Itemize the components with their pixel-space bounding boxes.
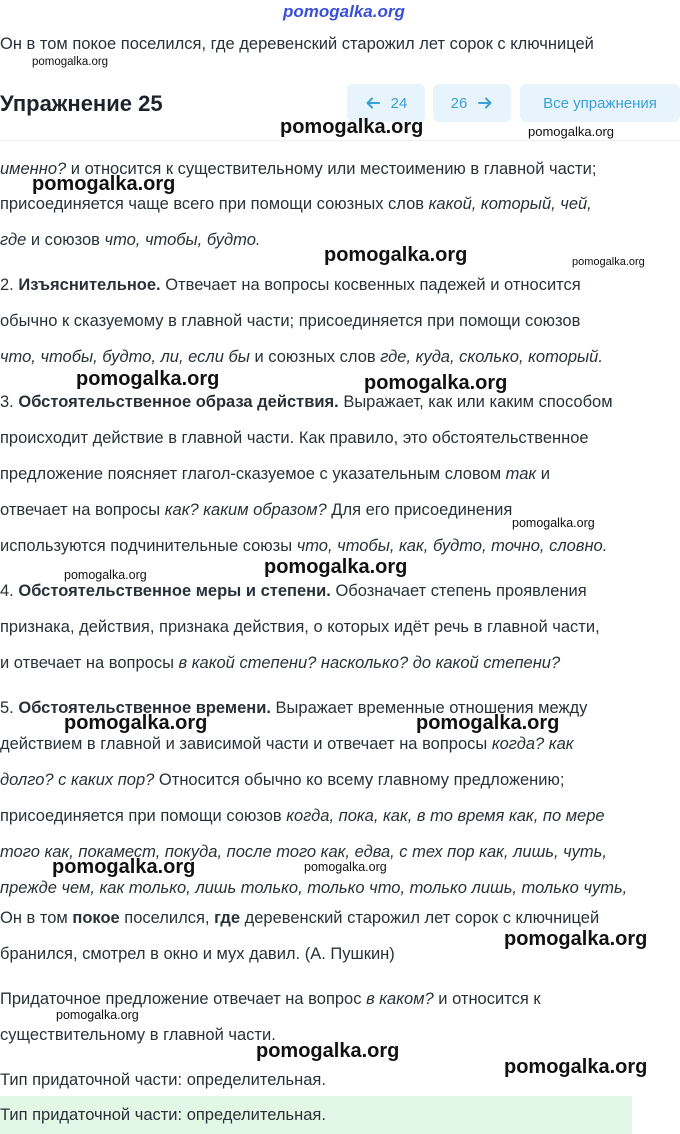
paragraph-time: 5. Обстоятельственное времени. Выражает временные отношения между	[0, 699, 588, 717]
text-line: и отвечает на вопросы в какой степени? насколько? до какой степени?	[0, 654, 561, 672]
text-line: отвечает на вопросы как? каким образом? Для его присоединения	[0, 501, 513, 519]
paragraph-explanatory: 2. Изъяснительное. Отвечает на вопросы косвенных падежей и относится	[0, 276, 581, 294]
watermark: pomogalka.org	[528, 124, 614, 139]
next-exercise-label: 26	[450, 94, 468, 112]
text-line: присоединяется при помощи союзов когда, пока, как, в то время как, по мере	[0, 807, 605, 825]
watermark: pomogalka.org	[256, 1040, 400, 1062]
paragraph-degree: 4. Обстоятельственное меры и степени. Обозначает степень проявления	[0, 582, 587, 600]
top-text-line: Он в том покое поселился, где деревенский старожил лет сорок с ключницей	[0, 35, 594, 53]
watermark: pomogalka.org	[32, 56, 109, 68]
paragraph-manner: 3. Обстоятельственное образа действия. Выражает, как или каким способом	[0, 393, 613, 411]
answer-text: Тип придаточной части: определительная.	[0, 1106, 326, 1124]
text-line: обычно к сказуемому в главной части; присоединяется при помощи союзов	[0, 312, 581, 330]
watermark: pomogalka.org	[56, 1008, 139, 1022]
text-line: признака, действия, признака действия, о которых идёт речь в главной части,	[0, 618, 600, 636]
site-logo[interactable]: pomogalka.org	[283, 2, 405, 21]
watermark: pomogalka.org	[264, 556, 408, 578]
text-line: того как, покамест, покуда, после того как, едва, с тех пор как, лишь, чуть,	[0, 843, 607, 861]
prev-exercise-label: 24	[390, 94, 408, 112]
example-sentence: Он в том покое поселился, где деревенский старожил лет сорок с ключницей	[0, 909, 600, 927]
watermark: pomogalka.org	[64, 712, 208, 734]
watermark: pomogalka.org	[304, 860, 387, 874]
text-line: существительному в главной части.	[0, 1026, 276, 1044]
text-line: что, чтобы, будто, ли, если бы и союзных слов где, куда, сколько, который.	[0, 348, 603, 366]
next-exercise-button[interactable]	[433, 84, 511, 122]
text-line: предложение поясняет глагол-сказуемое с указательным словом так и	[0, 465, 550, 483]
text-line: происходит действие в главной части. Как правило, это обстоятельственное	[0, 429, 589, 447]
watermark: pomogalka.org	[364, 372, 508, 394]
type-line: Тип придаточной части: определительная.	[0, 1071, 326, 1089]
text-line: долго? с каких пор? Относится обычно ко всему главному предложению;	[0, 771, 565, 789]
watermark: pomogalka.org	[416, 712, 560, 734]
watermark: pomogalka.org	[76, 368, 220, 390]
watermark: pomogalka.org	[572, 256, 645, 268]
watermark: pomogalka.org	[512, 516, 595, 530]
text-line: где и союзов что, чтобы, будто.	[0, 231, 261, 249]
arrow-right-icon	[477, 95, 493, 111]
all-exercises-button[interactable]	[520, 84, 680, 122]
watermark: pomogalka.org	[280, 116, 424, 138]
text-line: присоединяется чаще всего при помощи союзных слов какой, который, чей,	[0, 195, 592, 213]
watermark: pomogalka.org	[324, 244, 468, 266]
arrow-left-icon	[365, 95, 381, 111]
watermark: pomogalka.org	[32, 173, 176, 195]
text-line: прежде чем, как только, лишь только, только что, только лишь, только чуть,	[0, 879, 628, 897]
text-line: используются подчинительные союзы что, чтобы, как, будто, точно, словно.	[0, 537, 608, 555]
analysis-line: Придаточное предложение отвечает на вопрос в каком? и относится к	[0, 990, 541, 1008]
text-line: бранился, смотрел в окно и мух давил. (А. Пушкин)	[0, 945, 395, 963]
all-exercises-label: Все упражнения	[543, 94, 657, 112]
page-title: Упражнение 25	[0, 91, 163, 116]
watermark: pomogalka.org	[52, 856, 196, 878]
watermark: pomogalka.org	[64, 568, 147, 582]
text-line: именно? и относится к существительному или местоимению в главной части;	[0, 160, 597, 178]
watermark: pomogalka.org	[504, 1056, 648, 1078]
answer-box	[0, 1096, 632, 1134]
watermark: pomogalka.org	[504, 928, 648, 950]
text-line: действием в главной и зависимой части и отвечает на вопросы когда? как	[0, 735, 574, 753]
